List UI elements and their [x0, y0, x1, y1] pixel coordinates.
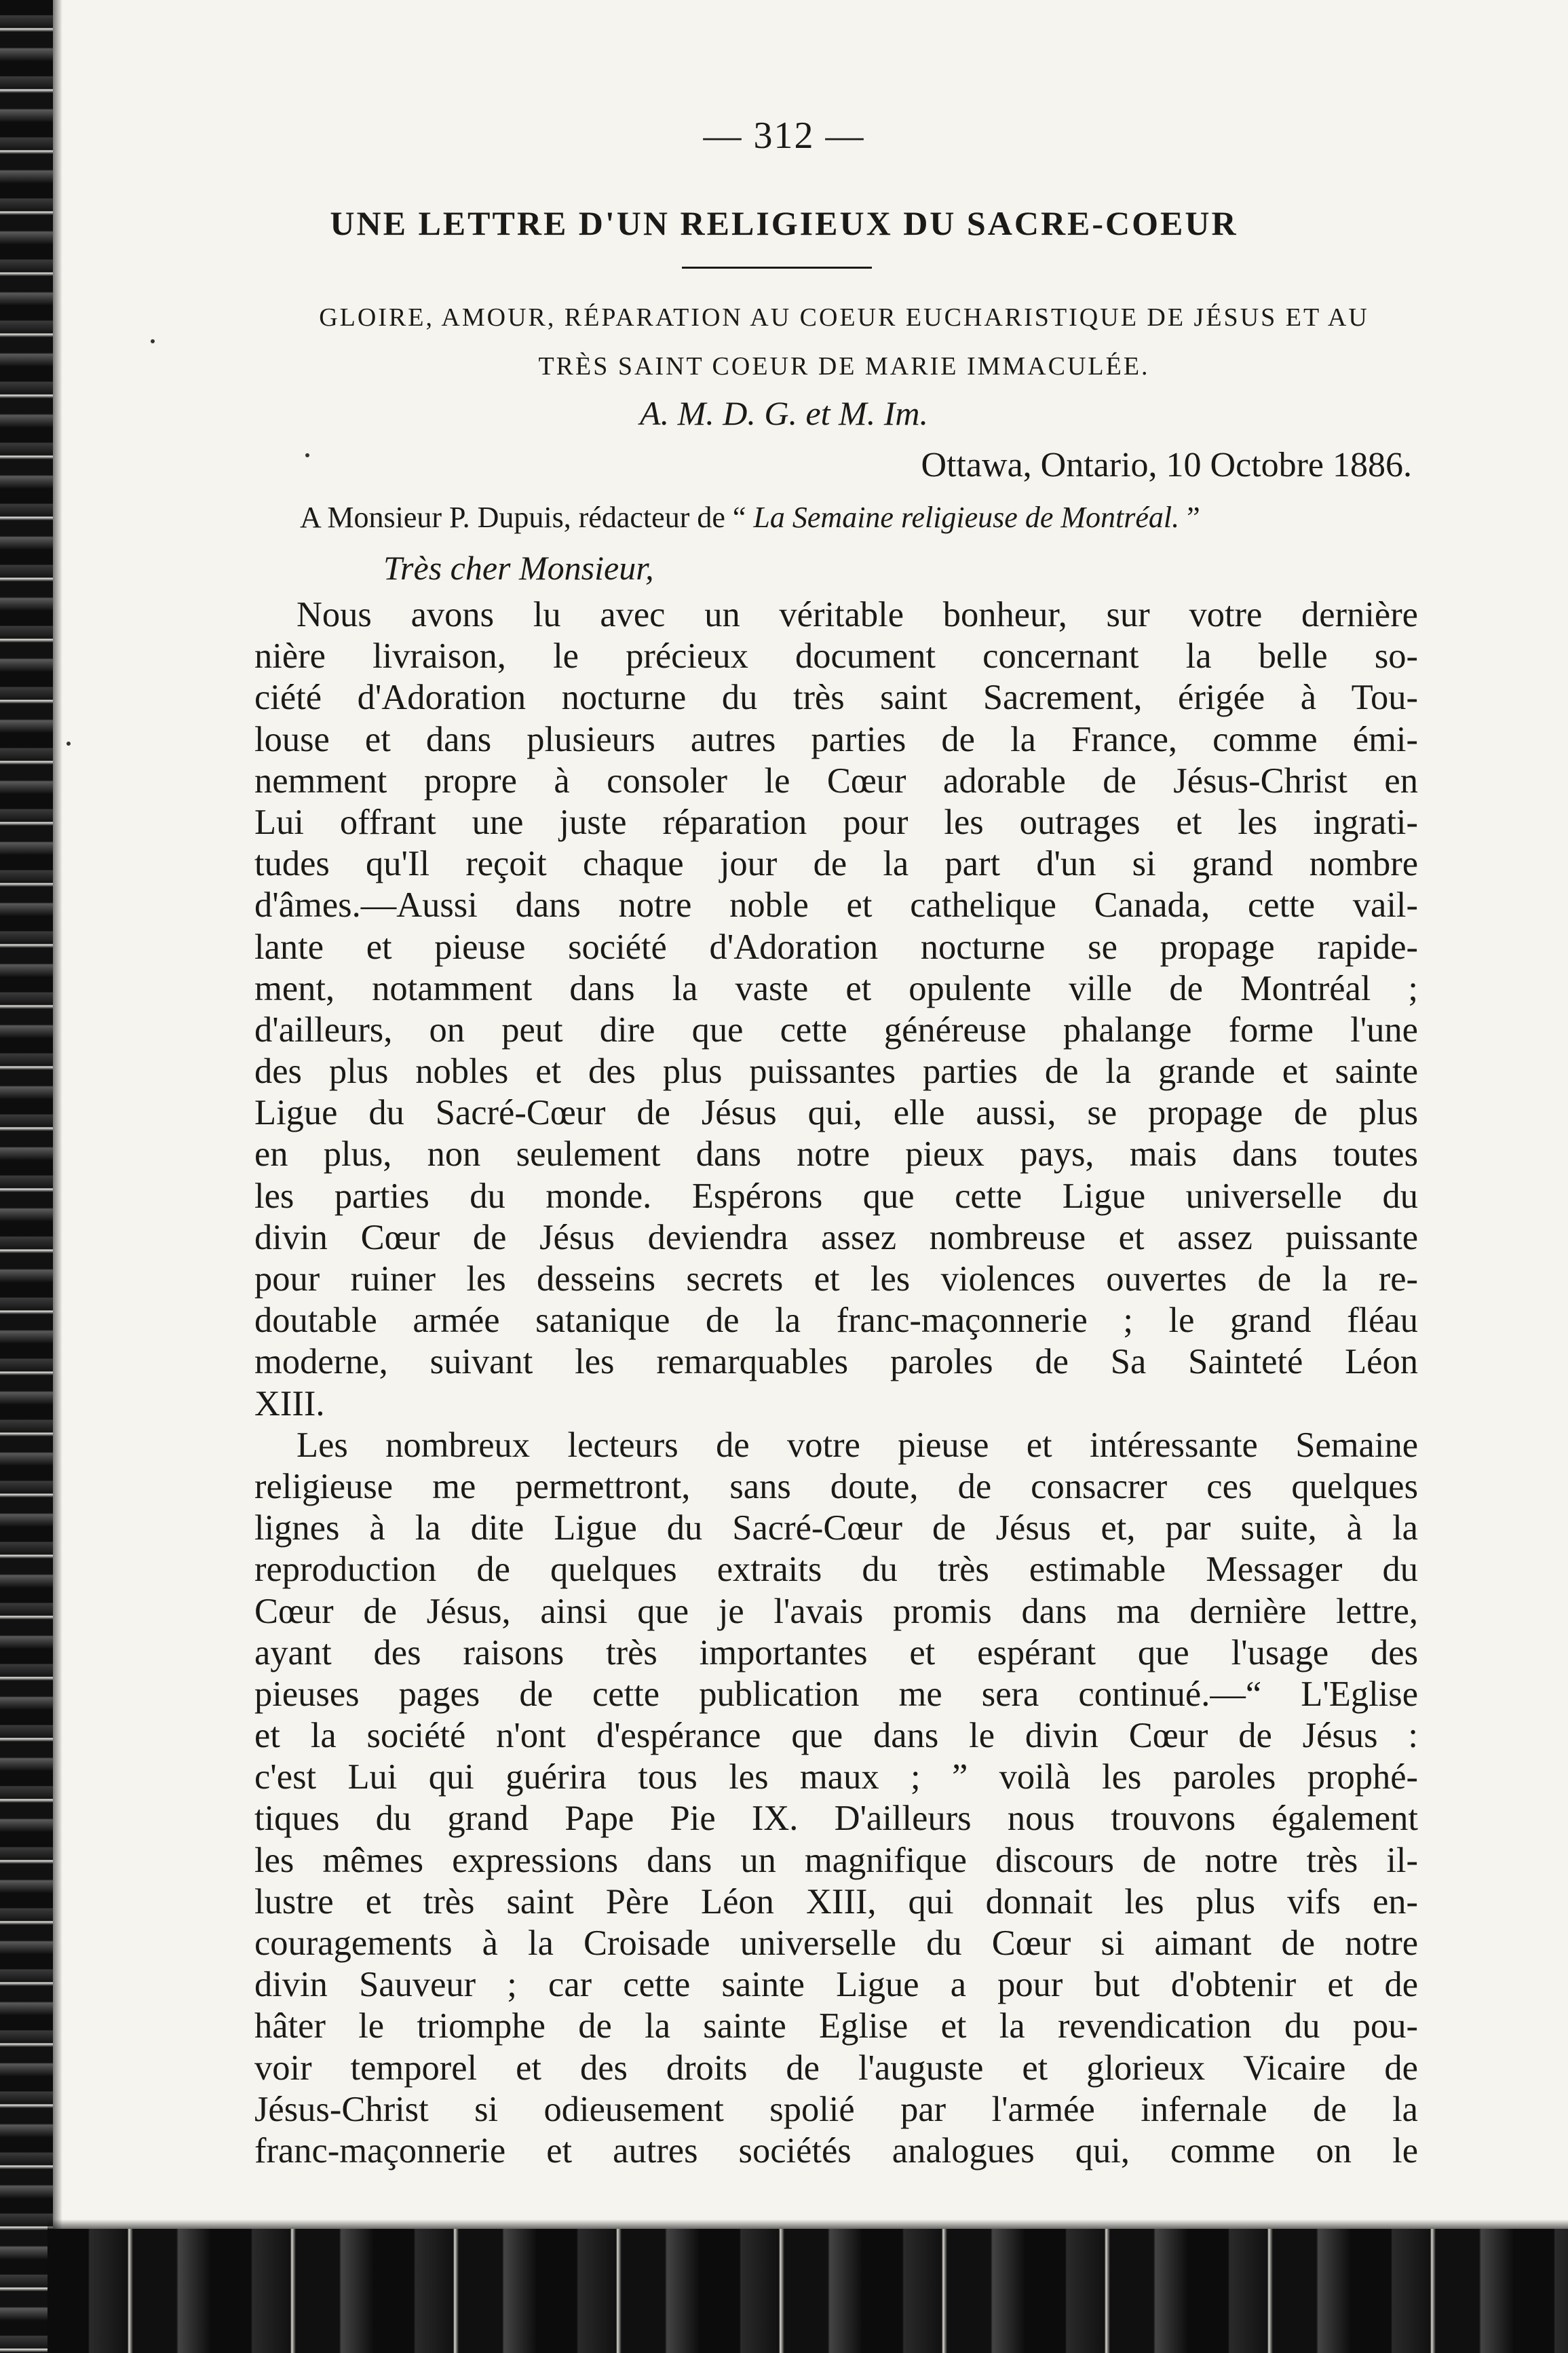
body-line: et la société n'ont d'espérance que dans le divin Cœur de Jésus : [254, 1716, 1418, 1756]
body-line: les parties du monde. Espérons que cette Ligue universelle du [254, 1176, 1418, 1216]
body-line: couragements à la Croisade universelle du Cœur si aimant de notre [254, 1924, 1418, 1963]
body-line: divin Sauveur ; car cette sainte Ligue a pour but d'obtenir et de [254, 1965, 1418, 2005]
body-line: pour ruiner les desseins secrets et les violences ouvertes de la re- [254, 1259, 1418, 1299]
body-line: tudes qu'Il reçoit chaque jour de la part d'un si grand nombre [254, 844, 1418, 884]
addressee [300, 500, 1200, 535]
dedication-line-1: GLOIRE, AMOUR, RÉPARATION AU COEUR EUCHARISTIQUE DE JÉSUS ET AU [319, 303, 1369, 332]
body-line: d'ailleurs, on peut dire que cette généreuse phalange forme l'une [254, 1010, 1418, 1050]
body-line: reproduction de quelques extraits du très estimable Messager du [254, 1550, 1418, 1590]
salutation: Très cher Monsieur, [383, 549, 654, 587]
body-line: ciété d'Adoration nocturne du très saint Sacrement, érigée à Tou- [254, 678, 1418, 718]
body-line: Lui offrant une juste réparation pour les outrages et les ingrati- [254, 802, 1418, 842]
body-line: Les nombreux lecteurs de votre pieuse et intéressante Semaine [297, 1425, 1418, 1465]
body-line: nemment propre à consoler le Cœur adorable de Jésus-Christ en [254, 761, 1418, 801]
body-line: Nous avons lu avec un véritable bonheur, sur votre dernière [297, 595, 1418, 634]
body-line: tiques du grand Pape Pie IX. D'ailleurs nous trouvons également [254, 1799, 1418, 1839]
body-line: Jésus-Christ si odieusement spolié par l'armée infernale de la [254, 2089, 1418, 2129]
body-line: XIII. [254, 1383, 325, 1423]
dedication-line-2: TRÈS SAINT COEUR DE MARIE IMMACULÉE. [538, 352, 1150, 381]
body-line: ment, notamment dans la vaste et opulente ville de Montréal ; [254, 968, 1418, 1008]
body-line: Cœur de Jésus, ainsi que je l'avais promis dans ma dernière lettre, [254, 1591, 1418, 1631]
body-line: les mêmes expressions dans un magnifique discours de notre très il- [254, 1840, 1418, 1880]
addressee-prefix: A Monsieur P. Dupuis, rédacteur de “ [300, 501, 754, 534]
addressee-suffix: ” [1179, 501, 1200, 534]
body-line: des plus nobles et des plus puissantes parties de la grande et sainte [254, 1052, 1418, 1092]
scan-speck [66, 742, 71, 746]
body-line: hâter le triomphe de la sainte Eglise et la revendication du pou- [254, 2006, 1418, 2046]
body-line: c'est Lui qui guérira tous les maux ; ” voilà les paroles prophé- [254, 1757, 1418, 1797]
body-line: Ligue du Sacré-Cœur de Jésus qui, elle aussi, se propage de plus [254, 1093, 1418, 1133]
body-line: louse et dans plusieurs autres parties de la France, comme émi- [254, 719, 1418, 759]
body-line: ayant des raisons très importantes et espérant que l'usage des [254, 1632, 1418, 1672]
page-number: — 312 — [703, 115, 865, 157]
dateline: Ottawa, Ontario, 10 Octobre 1886. [921, 446, 1412, 484]
body-line: lustre et très saint Père Léon XIII, qui donnait les plus vifs en- [254, 1881, 1418, 1921]
body-line: doutable armée satanique de la franc-maçonnerie ; le grand fléau [254, 1301, 1418, 1341]
body-line: lignes à la dite Ligue du Sacré-Cœur de Jésus et, par suite, à la [254, 1508, 1418, 1548]
addressee-publication: La Semaine religieuse de Montréal. [753, 501, 1180, 534]
scan-bottom-edge [47, 2229, 1568, 2353]
body-line: d'âmes.—Aussi dans notre noble et cathelique Canada, cette vail- [254, 885, 1418, 925]
body-line: moderne, suivant les remarquables paroles de Sa Sainteté Léon [254, 1342, 1418, 1382]
dedication [250, 293, 1438, 391]
scan-speck [305, 453, 309, 457]
scan-speck [151, 339, 155, 343]
body-line: pieuses pages de cette publication me sera continué.—“ L'Eglise [254, 1674, 1418, 1714]
binding-edge [0, 0, 53, 2353]
body-line: en plus, non seulement dans notre pieux pays, mais dans toutes [254, 1134, 1418, 1174]
body-line: lante et pieuse société d'Adoration nocturne se propage rapide- [254, 927, 1418, 967]
title-rule [682, 267, 872, 269]
body-line: religieuse me permettront, sans doute, de consacrer ces quelques [254, 1466, 1418, 1506]
letter-body [254, 594, 1418, 2172]
body-line: divin Cœur de Jésus deviendra assez nombreuse et assez puissante [254, 1217, 1418, 1257]
initials-line: A. M. D. G. et M. Im. [640, 394, 928, 432]
body-line: franc-maçonnerie et autres sociétés analogues qui, comme on le [254, 2130, 1418, 2170]
body-line: voir temporel et des droits de l'auguste et glorieux Vicaire de [254, 2048, 1418, 2088]
body-line: nière livraison, le précieux document concernant la belle so- [254, 636, 1418, 676]
article-title: UNE LETTRE D'UN RELIGIEUX DU SACRE-COEUR [330, 204, 1238, 242]
